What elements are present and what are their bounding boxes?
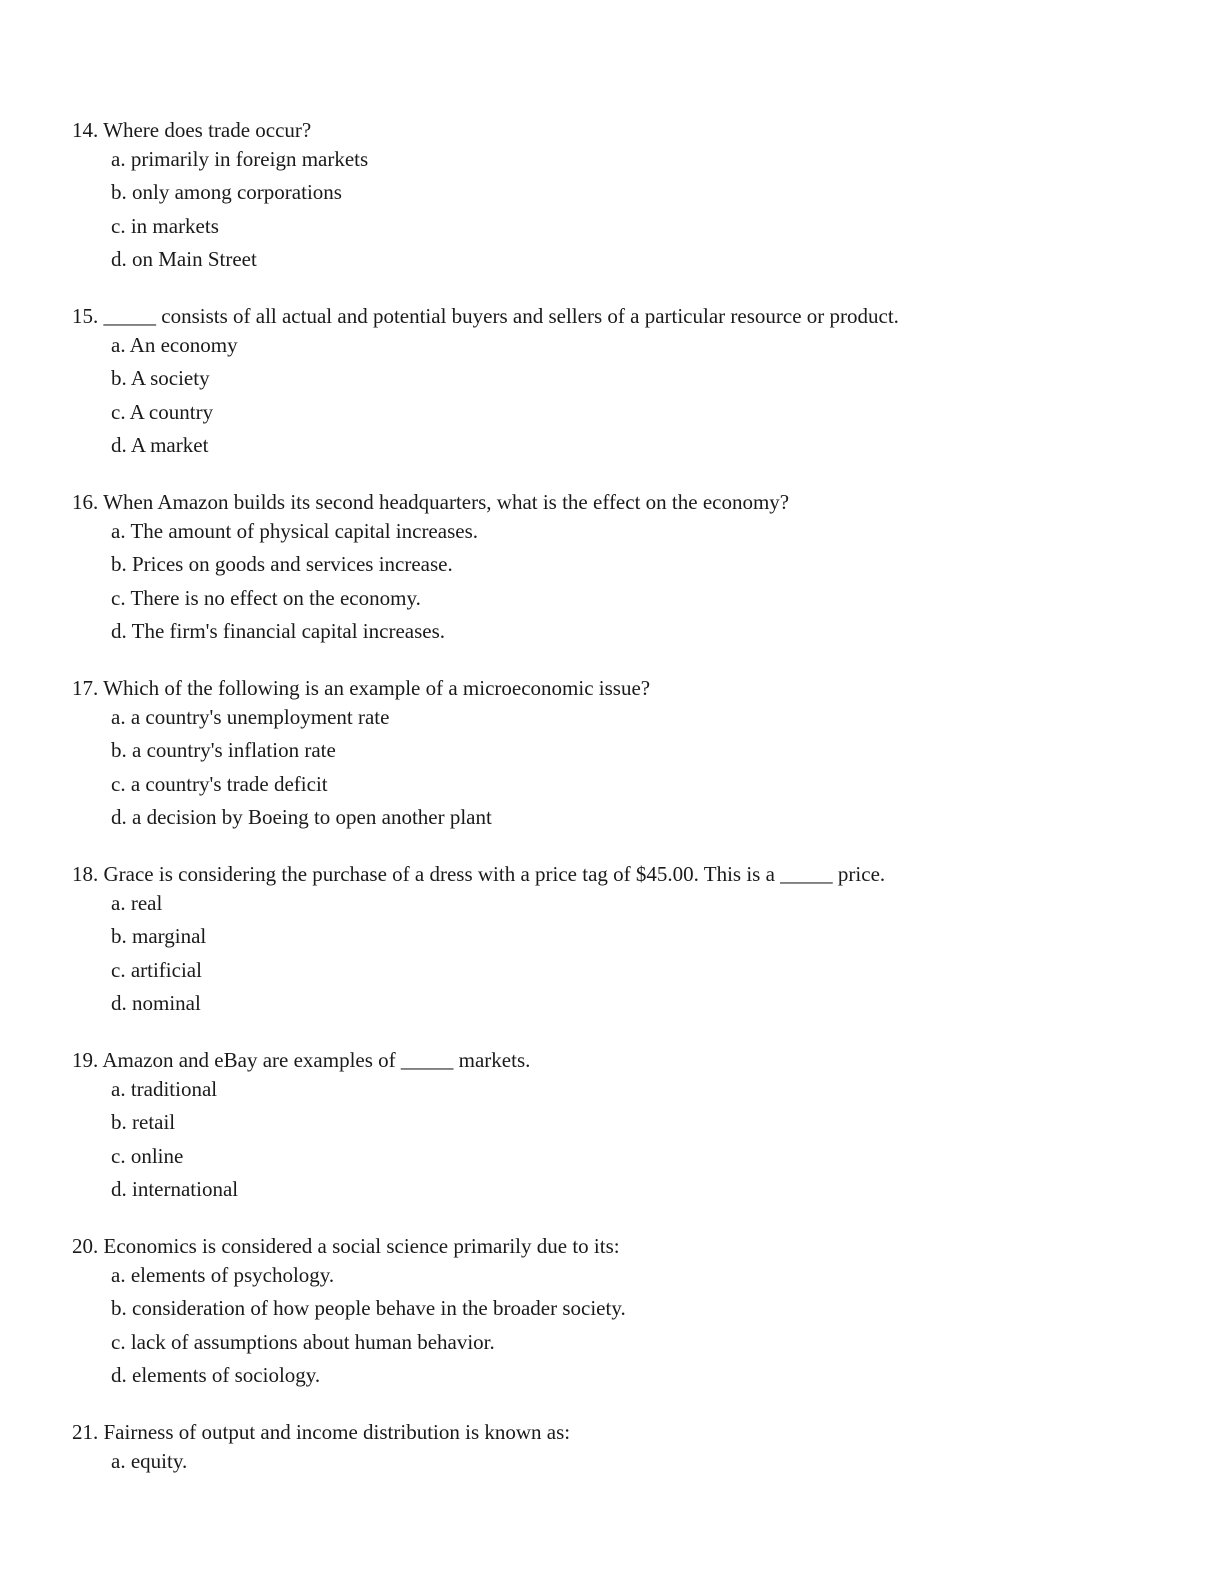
option-a: a. a country's unemployment rate xyxy=(111,705,390,729)
option-a: a. primarily in foreign markets xyxy=(111,147,369,171)
option-d: d. A market xyxy=(111,432,209,457)
option-c: c. in markets xyxy=(111,213,219,238)
option-b: b. a country's inflation rate xyxy=(111,738,336,763)
option-a: a. elements of psychology. xyxy=(111,1263,335,1287)
question-number: 20. xyxy=(72,1234,99,1258)
option-b: b. marginal xyxy=(111,924,207,949)
option-c: c. online xyxy=(111,1143,184,1168)
question-text: Amazon and eBay are examples of _____ markets. xyxy=(102,1048,531,1072)
option-d: d. on Main Street xyxy=(111,246,257,271)
question-number: 14. xyxy=(72,118,99,142)
question-number: 17. xyxy=(72,676,99,700)
question-stem xyxy=(72,675,1172,701)
question-15 xyxy=(72,303,1172,462)
question-19 xyxy=(72,1047,1172,1206)
question-text: Fairness of output and income distribution is known as: xyxy=(103,1420,571,1444)
question-18 xyxy=(72,861,1172,1020)
option-d: d. elements of sociology. xyxy=(111,1362,321,1387)
question-stem xyxy=(72,1233,1172,1259)
option-a: a. An economy xyxy=(111,333,238,357)
question-text: Which of the following is an example of a microeconomic issue? xyxy=(103,676,651,700)
option-d: d. international xyxy=(111,1176,239,1201)
question-text: When Amazon builds its second headquarters, what is the effect on the economy? xyxy=(103,490,790,514)
option-c: c. lack of assumptions about human behavior. xyxy=(111,1329,495,1354)
option-b: b. retail xyxy=(111,1110,176,1135)
question-17 xyxy=(72,675,1172,834)
option-c: c. a country's trade deficit xyxy=(111,771,328,796)
question-stem xyxy=(72,861,1172,887)
question-21 xyxy=(72,1419,1172,1478)
question-number: 15. xyxy=(72,304,99,328)
option-b: b. consideration of how people behave in the broader society. xyxy=(111,1296,626,1321)
option-a: a. traditional xyxy=(111,1077,218,1101)
option-c: c. There is no effect on the economy. xyxy=(111,585,421,610)
option-b: b. only among corporations xyxy=(111,180,342,205)
question-text: Grace is considering the purchase of a dress with a price tag of $45.00. This is a _____ price. xyxy=(103,862,886,886)
option-a: a. equity. xyxy=(111,1449,188,1473)
option-c: c. artificial xyxy=(111,957,202,982)
option-c: c. A country xyxy=(111,399,214,424)
question-stem xyxy=(72,303,1172,329)
option-d: d. The firm's financial capital increases. xyxy=(111,618,446,643)
question-number: 19. xyxy=(72,1048,99,1072)
question-20 xyxy=(72,1233,1172,1392)
question-stem xyxy=(72,489,1172,515)
question-stem xyxy=(72,117,1172,143)
question-number: 16. xyxy=(72,490,99,514)
question-text: Economics is considered a social science primarily due to its: xyxy=(103,1234,620,1258)
option-b: b. Prices on goods and services increase. xyxy=(111,552,453,577)
question-text: _____ consists of all actual and potential buyers and sellers of a particular resource or product. xyxy=(103,304,899,328)
option-d: d. a decision by Boeing to open another plant xyxy=(111,804,492,829)
question-stem xyxy=(72,1419,1172,1445)
question-14 xyxy=(72,117,1172,276)
question-number: 18. xyxy=(72,862,99,886)
question-16 xyxy=(72,489,1172,648)
question-text: Where does trade occur? xyxy=(103,118,312,142)
option-d: d. nominal xyxy=(111,990,201,1015)
option-a: a. real xyxy=(111,891,163,915)
option-a: a. The amount of physical capital increases. xyxy=(111,519,478,543)
question-stem xyxy=(72,1047,1172,1073)
question-number: 21. xyxy=(72,1420,99,1444)
option-b: b. A society xyxy=(111,366,210,391)
